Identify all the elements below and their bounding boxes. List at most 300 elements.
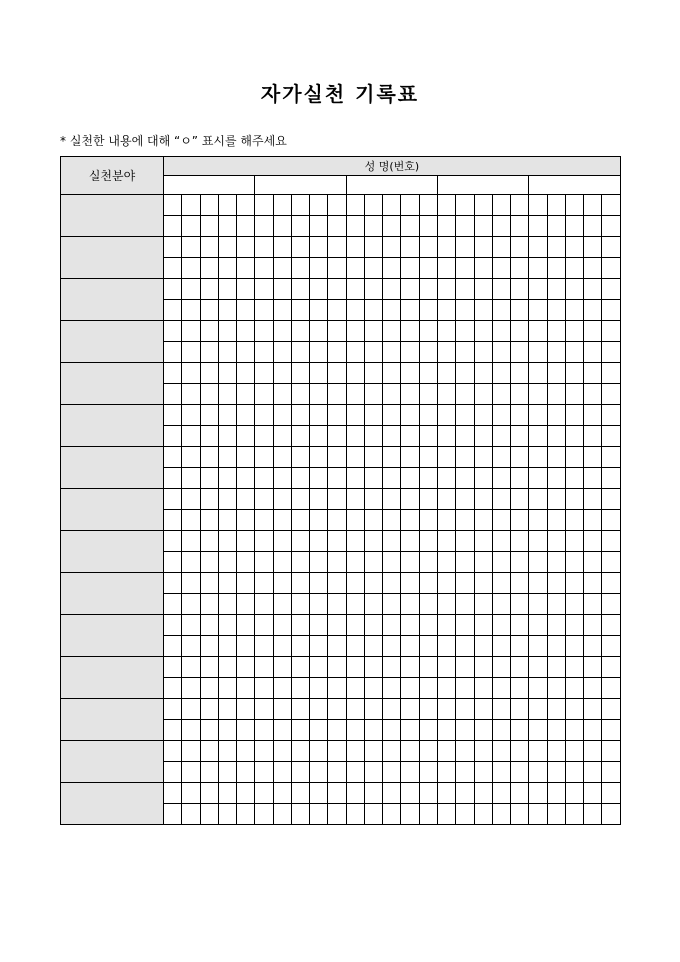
check-cell[interactable]	[565, 363, 583, 384]
check-cell[interactable]	[328, 363, 346, 384]
check-cell[interactable]	[218, 552, 236, 573]
check-cell[interactable]	[602, 405, 620, 426]
check-cell[interactable]	[200, 720, 218, 741]
check-cell[interactable]	[364, 510, 382, 531]
check-cell[interactable]	[547, 594, 565, 615]
check-cell[interactable]	[200, 510, 218, 531]
check-cell[interactable]	[310, 720, 328, 741]
check-cell[interactable]	[456, 510, 474, 531]
check-cell[interactable]	[565, 762, 583, 783]
check-cell[interactable]	[565, 783, 583, 804]
check-cell[interactable]	[547, 258, 565, 279]
check-cell[interactable]	[529, 279, 547, 300]
check-cell[interactable]	[456, 762, 474, 783]
check-cell[interactable]	[602, 741, 620, 762]
check-cell[interactable]	[492, 447, 510, 468]
check-cell[interactable]	[529, 321, 547, 342]
check-cell[interactable]	[310, 195, 328, 216]
check-cell[interactable]	[529, 363, 547, 384]
check-cell[interactable]	[401, 783, 419, 804]
check-cell[interactable]	[474, 804, 492, 825]
check-cell[interactable]	[602, 216, 620, 237]
check-cell[interactable]	[401, 426, 419, 447]
check-cell[interactable]	[310, 258, 328, 279]
check-cell[interactable]	[273, 552, 291, 573]
check-cell[interactable]	[602, 342, 620, 363]
check-cell[interactable]	[419, 657, 437, 678]
check-cell[interactable]	[328, 405, 346, 426]
check-cell[interactable]	[328, 804, 346, 825]
check-cell[interactable]	[291, 426, 309, 447]
check-cell[interactable]	[511, 447, 529, 468]
check-cell[interactable]	[218, 363, 236, 384]
check-cell[interactable]	[255, 531, 273, 552]
check-cell[interactable]	[602, 615, 620, 636]
check-cell[interactable]	[182, 321, 200, 342]
check-cell[interactable]	[456, 363, 474, 384]
check-cell[interactable]	[565, 300, 583, 321]
check-cell[interactable]	[218, 237, 236, 258]
check-cell[interactable]	[328, 762, 346, 783]
check-cell[interactable]	[584, 384, 602, 405]
check-cell[interactable]	[529, 447, 547, 468]
check-cell[interactable]	[255, 342, 273, 363]
check-cell[interactable]	[547, 657, 565, 678]
check-cell[interactable]	[584, 762, 602, 783]
check-cell[interactable]	[419, 279, 437, 300]
check-cell[interactable]	[328, 699, 346, 720]
check-cell[interactable]	[164, 594, 182, 615]
check-cell[interactable]	[401, 594, 419, 615]
check-cell[interactable]	[456, 636, 474, 657]
check-cell[interactable]	[291, 615, 309, 636]
check-cell[interactable]	[492, 321, 510, 342]
check-cell[interactable]	[511, 762, 529, 783]
category-cell[interactable]	[61, 783, 164, 825]
check-cell[interactable]	[255, 594, 273, 615]
check-cell[interactable]	[237, 216, 255, 237]
check-cell[interactable]	[419, 636, 437, 657]
check-cell[interactable]	[237, 489, 255, 510]
check-cell[interactable]	[328, 237, 346, 258]
check-cell[interactable]	[419, 321, 437, 342]
check-cell[interactable]	[346, 363, 364, 384]
check-cell[interactable]	[328, 615, 346, 636]
check-cell[interactable]	[200, 762, 218, 783]
check-cell[interactable]	[547, 468, 565, 489]
check-cell[interactable]	[511, 531, 529, 552]
check-cell[interactable]	[383, 552, 401, 573]
check-cell[interactable]	[346, 531, 364, 552]
check-cell[interactable]	[237, 783, 255, 804]
check-cell[interactable]	[164, 573, 182, 594]
check-cell[interactable]	[200, 531, 218, 552]
check-cell[interactable]	[383, 720, 401, 741]
check-cell[interactable]	[364, 804, 382, 825]
check-cell[interactable]	[310, 594, 328, 615]
check-cell[interactable]	[310, 762, 328, 783]
check-cell[interactable]	[419, 426, 437, 447]
check-cell[interactable]	[328, 720, 346, 741]
check-cell[interactable]	[565, 594, 583, 615]
check-cell[interactable]	[273, 447, 291, 468]
check-cell[interactable]	[164, 804, 182, 825]
check-cell[interactable]	[547, 510, 565, 531]
check-cell[interactable]	[456, 615, 474, 636]
check-cell[interactable]	[419, 804, 437, 825]
check-cell[interactable]	[419, 699, 437, 720]
check-cell[interactable]	[383, 573, 401, 594]
check-cell[interactable]	[291, 699, 309, 720]
check-cell[interactable]	[565, 342, 583, 363]
check-cell[interactable]	[419, 300, 437, 321]
check-cell[interactable]	[364, 216, 382, 237]
check-cell[interactable]	[437, 699, 455, 720]
check-cell[interactable]	[437, 552, 455, 573]
check-cell[interactable]	[255, 279, 273, 300]
category-cell[interactable]	[61, 489, 164, 531]
category-cell[interactable]	[61, 237, 164, 279]
check-cell[interactable]	[584, 405, 602, 426]
check-cell[interactable]	[310, 489, 328, 510]
check-cell[interactable]	[547, 804, 565, 825]
check-cell[interactable]	[346, 426, 364, 447]
check-cell[interactable]	[565, 573, 583, 594]
check-cell[interactable]	[547, 321, 565, 342]
check-cell[interactable]	[310, 804, 328, 825]
check-cell[interactable]	[255, 636, 273, 657]
check-cell[interactable]	[437, 615, 455, 636]
check-cell[interactable]	[511, 468, 529, 489]
check-cell[interactable]	[511, 552, 529, 573]
student-name-cell[interactable]	[437, 176, 528, 195]
check-cell[interactable]	[291, 594, 309, 615]
check-cell[interactable]	[437, 237, 455, 258]
check-cell[interactable]	[529, 762, 547, 783]
check-cell[interactable]	[584, 426, 602, 447]
check-cell[interactable]	[182, 594, 200, 615]
check-cell[interactable]	[437, 258, 455, 279]
check-cell[interactable]	[310, 531, 328, 552]
check-cell[interactable]	[511, 216, 529, 237]
check-cell[interactable]	[474, 405, 492, 426]
check-cell[interactable]	[511, 363, 529, 384]
check-cell[interactable]	[437, 426, 455, 447]
check-cell[interactable]	[255, 426, 273, 447]
check-cell[interactable]	[602, 657, 620, 678]
check-cell[interactable]	[346, 510, 364, 531]
check-cell[interactable]	[383, 636, 401, 657]
check-cell[interactable]	[310, 237, 328, 258]
check-cell[interactable]	[602, 510, 620, 531]
check-cell[interactable]	[565, 552, 583, 573]
check-cell[interactable]	[565, 405, 583, 426]
check-cell[interactable]	[437, 384, 455, 405]
check-cell[interactable]	[182, 510, 200, 531]
check-cell[interactable]	[164, 741, 182, 762]
check-cell[interactable]	[456, 531, 474, 552]
check-cell[interactable]	[602, 363, 620, 384]
check-cell[interactable]	[401, 300, 419, 321]
check-cell[interactable]	[511, 321, 529, 342]
check-cell[interactable]	[346, 657, 364, 678]
check-cell[interactable]	[383, 363, 401, 384]
check-cell[interactable]	[237, 552, 255, 573]
check-cell[interactable]	[437, 321, 455, 342]
check-cell[interactable]	[255, 783, 273, 804]
check-cell[interactable]	[401, 699, 419, 720]
check-cell[interactable]	[492, 258, 510, 279]
check-cell[interactable]	[328, 489, 346, 510]
check-cell[interactable]	[310, 363, 328, 384]
check-cell[interactable]	[602, 699, 620, 720]
check-cell[interactable]	[164, 615, 182, 636]
check-cell[interactable]	[437, 489, 455, 510]
check-cell[interactable]	[437, 741, 455, 762]
check-cell[interactable]	[419, 195, 437, 216]
check-cell[interactable]	[602, 573, 620, 594]
check-cell[interactable]	[437, 804, 455, 825]
check-cell[interactable]	[565, 741, 583, 762]
check-cell[interactable]	[218, 510, 236, 531]
check-cell[interactable]	[547, 741, 565, 762]
check-cell[interactable]	[547, 279, 565, 300]
check-cell[interactable]	[200, 342, 218, 363]
check-cell[interactable]	[383, 594, 401, 615]
check-cell[interactable]	[237, 447, 255, 468]
check-cell[interactable]	[456, 699, 474, 720]
check-cell[interactable]	[182, 678, 200, 699]
check-cell[interactable]	[182, 720, 200, 741]
check-cell[interactable]	[273, 279, 291, 300]
check-cell[interactable]	[218, 699, 236, 720]
check-cell[interactable]	[529, 510, 547, 531]
check-cell[interactable]	[529, 594, 547, 615]
check-cell[interactable]	[584, 489, 602, 510]
check-cell[interactable]	[547, 720, 565, 741]
check-cell[interactable]	[492, 552, 510, 573]
check-cell[interactable]	[565, 279, 583, 300]
check-cell[interactable]	[273, 468, 291, 489]
check-cell[interactable]	[456, 216, 474, 237]
check-cell[interactable]	[565, 531, 583, 552]
check-cell[interactable]	[237, 237, 255, 258]
check-cell[interactable]	[200, 405, 218, 426]
check-cell[interactable]	[164, 216, 182, 237]
check-cell[interactable]	[565, 468, 583, 489]
check-cell[interactable]	[602, 594, 620, 615]
check-cell[interactable]	[401, 510, 419, 531]
check-cell[interactable]	[218, 426, 236, 447]
check-cell[interactable]	[511, 258, 529, 279]
check-cell[interactable]	[474, 384, 492, 405]
check-cell[interactable]	[383, 279, 401, 300]
check-cell[interactable]	[511, 384, 529, 405]
check-cell[interactable]	[237, 258, 255, 279]
check-cell[interactable]	[237, 678, 255, 699]
check-cell[interactable]	[584, 279, 602, 300]
check-cell[interactable]	[364, 552, 382, 573]
check-cell[interactable]	[237, 615, 255, 636]
check-cell[interactable]	[273, 216, 291, 237]
check-cell[interactable]	[273, 384, 291, 405]
check-cell[interactable]	[273, 531, 291, 552]
check-cell[interactable]	[346, 489, 364, 510]
check-cell[interactable]	[565, 657, 583, 678]
check-cell[interactable]	[492, 741, 510, 762]
check-cell[interactable]	[346, 804, 364, 825]
check-cell[interactable]	[492, 342, 510, 363]
check-cell[interactable]	[492, 384, 510, 405]
check-cell[interactable]	[364, 363, 382, 384]
check-cell[interactable]	[474, 552, 492, 573]
check-cell[interactable]	[401, 636, 419, 657]
check-cell[interactable]	[383, 762, 401, 783]
check-cell[interactable]	[547, 342, 565, 363]
check-cell[interactable]	[474, 321, 492, 342]
category-cell[interactable]	[61, 699, 164, 741]
check-cell[interactable]	[310, 510, 328, 531]
check-cell[interactable]	[164, 531, 182, 552]
check-cell[interactable]	[584, 657, 602, 678]
check-cell[interactable]	[218, 741, 236, 762]
check-cell[interactable]	[565, 720, 583, 741]
check-cell[interactable]	[602, 237, 620, 258]
check-cell[interactable]	[273, 489, 291, 510]
check-cell[interactable]	[401, 195, 419, 216]
check-cell[interactable]	[182, 636, 200, 657]
check-cell[interactable]	[437, 342, 455, 363]
check-cell[interactable]	[291, 237, 309, 258]
check-cell[interactable]	[529, 489, 547, 510]
check-cell[interactable]	[492, 657, 510, 678]
check-cell[interactable]	[364, 762, 382, 783]
check-cell[interactable]	[255, 552, 273, 573]
check-cell[interactable]	[328, 321, 346, 342]
check-cell[interactable]	[200, 804, 218, 825]
check-cell[interactable]	[547, 489, 565, 510]
check-cell[interactable]	[511, 342, 529, 363]
check-cell[interactable]	[255, 615, 273, 636]
check-cell[interactable]	[492, 573, 510, 594]
check-cell[interactable]	[437, 636, 455, 657]
check-cell[interactable]	[529, 426, 547, 447]
check-cell[interactable]	[255, 384, 273, 405]
check-cell[interactable]	[401, 489, 419, 510]
check-cell[interactable]	[456, 741, 474, 762]
check-cell[interactable]	[255, 258, 273, 279]
check-cell[interactable]	[182, 783, 200, 804]
check-cell[interactable]	[401, 237, 419, 258]
check-cell[interactable]	[218, 405, 236, 426]
check-cell[interactable]	[182, 552, 200, 573]
check-cell[interactable]	[291, 510, 309, 531]
check-cell[interactable]	[310, 636, 328, 657]
check-cell[interactable]	[419, 531, 437, 552]
check-cell[interactable]	[200, 447, 218, 468]
check-cell[interactable]	[419, 615, 437, 636]
check-cell[interactable]	[218, 468, 236, 489]
check-cell[interactable]	[237, 468, 255, 489]
check-cell[interactable]	[419, 363, 437, 384]
check-cell[interactable]	[218, 783, 236, 804]
check-cell[interactable]	[182, 573, 200, 594]
check-cell[interactable]	[547, 615, 565, 636]
check-cell[interactable]	[237, 573, 255, 594]
check-cell[interactable]	[474, 720, 492, 741]
check-cell[interactable]	[237, 531, 255, 552]
check-cell[interactable]	[200, 258, 218, 279]
check-cell[interactable]	[419, 405, 437, 426]
check-cell[interactable]	[492, 762, 510, 783]
check-cell[interactable]	[218, 678, 236, 699]
check-cell[interactable]	[364, 321, 382, 342]
check-cell[interactable]	[547, 636, 565, 657]
check-cell[interactable]	[565, 699, 583, 720]
check-cell[interactable]	[456, 258, 474, 279]
check-cell[interactable]	[310, 405, 328, 426]
check-cell[interactable]	[328, 783, 346, 804]
check-cell[interactable]	[511, 195, 529, 216]
check-cell[interactable]	[565, 636, 583, 657]
check-cell[interactable]	[511, 804, 529, 825]
check-cell[interactable]	[200, 489, 218, 510]
check-cell[interactable]	[291, 384, 309, 405]
check-cell[interactable]	[255, 573, 273, 594]
check-cell[interactable]	[602, 489, 620, 510]
check-cell[interactable]	[218, 300, 236, 321]
check-cell[interactable]	[346, 384, 364, 405]
check-cell[interactable]	[237, 636, 255, 657]
check-cell[interactable]	[273, 258, 291, 279]
check-cell[interactable]	[383, 216, 401, 237]
check-cell[interactable]	[364, 615, 382, 636]
check-cell[interactable]	[584, 804, 602, 825]
check-cell[interactable]	[456, 426, 474, 447]
check-cell[interactable]	[401, 657, 419, 678]
check-cell[interactable]	[401, 573, 419, 594]
check-cell[interactable]	[237, 741, 255, 762]
check-cell[interactable]	[584, 237, 602, 258]
check-cell[interactable]	[602, 279, 620, 300]
check-cell[interactable]	[511, 405, 529, 426]
check-cell[interactable]	[237, 405, 255, 426]
check-cell[interactable]	[200, 384, 218, 405]
check-cell[interactable]	[200, 279, 218, 300]
category-cell[interactable]	[61, 279, 164, 321]
check-cell[interactable]	[474, 300, 492, 321]
check-cell[interactable]	[218, 195, 236, 216]
check-cell[interactable]	[584, 258, 602, 279]
check-cell[interactable]	[255, 804, 273, 825]
check-cell[interactable]	[364, 384, 382, 405]
check-cell[interactable]	[492, 195, 510, 216]
check-cell[interactable]	[200, 657, 218, 678]
check-cell[interactable]	[383, 615, 401, 636]
check-cell[interactable]	[273, 510, 291, 531]
check-cell[interactable]	[511, 615, 529, 636]
check-cell[interactable]	[474, 279, 492, 300]
check-cell[interactable]	[255, 699, 273, 720]
check-cell[interactable]	[255, 216, 273, 237]
check-cell[interactable]	[164, 783, 182, 804]
check-cell[interactable]	[164, 237, 182, 258]
check-cell[interactable]	[401, 762, 419, 783]
check-cell[interactable]	[310, 699, 328, 720]
check-cell[interactable]	[364, 426, 382, 447]
check-cell[interactable]	[255, 720, 273, 741]
check-cell[interactable]	[602, 195, 620, 216]
